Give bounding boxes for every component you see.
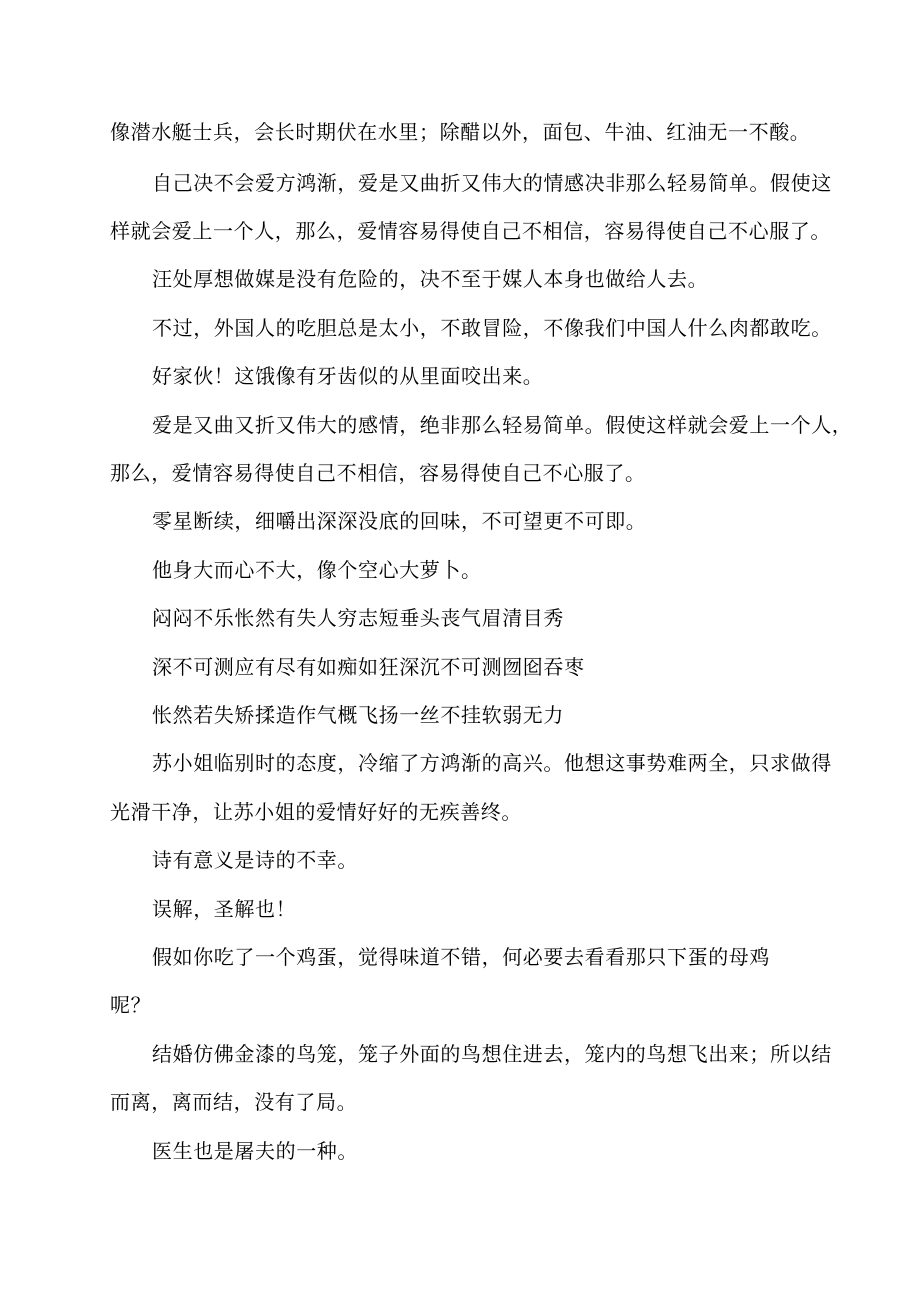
paragraph-line: 像潜水艇士兵，会长时期伏在水里；除醋以外，面包、牛油、红油无一不酸。 <box>110 120 811 144</box>
paragraph-line: 误解，圣解也！ <box>152 897 297 921</box>
paragraph-line: 诗有意义是诗的不幸。 <box>152 848 358 872</box>
paragraph-line: 医生也是屠夫的一种。 <box>152 1139 358 1163</box>
paragraph-line: 样就会爱上一个人，那么，爱情容易得使自己不相信，容易得使自己不心服了。 <box>110 219 831 243</box>
paragraph-line: 深不可测应有尽有如痴如狂深沉不可测囫囵吞枣 <box>152 655 585 679</box>
paragraph-line: 不过，外国人的吃胆总是太小，不敢冒险，不像我们中国人什么肉都敢吃。 <box>152 316 832 340</box>
paragraph-line: 结婚仿佛金漆的鸟笼，笼子外面的鸟想住进去，笼内的鸟想飞出来；所以结 <box>152 1042 832 1066</box>
paragraph-line: 那么，爱情容易得使自己不相信，容易得使自己不心服了。 <box>110 461 646 485</box>
paragraph-line: 汪处厚想做媒是没有危险的，决不至于媒人本身也做给人去。 <box>152 267 709 291</box>
paragraph-line: 自己决不会爱方鸿渐，爱是又曲折又伟大的情感决非那么轻易简单。假使这 <box>152 171 832 195</box>
paragraph-line: 好家伙！这饿像有牙齿似的从里面咬出来。 <box>152 364 544 388</box>
paragraph-line: 零星断续，细嚼出深深没底的回味，不可望更不可即。 <box>152 509 647 533</box>
paragraph-line: 假如你吃了一个鸡蛋，觉得味道不错，何必要去看看那只下蛋的母鸡 <box>152 945 770 969</box>
paragraph-line: 而离，离而结，没有了局。 <box>110 1090 358 1114</box>
paragraph-line: 呢？ <box>110 993 152 1017</box>
paragraph-line: 苏小姐临别时的态度，冷缩了方鸿渐的高兴。他想这事势难两全，只求做得 <box>152 751 832 775</box>
paragraph-line: 爱是又曲又折又伟大的感情，绝非那么轻易简单。假使这样就会爱上一个人， <box>152 413 853 437</box>
paragraph-line: 怅然若失矫揉造作气概飞扬一丝不挂软弱无力 <box>152 703 564 727</box>
paragraph-line: 闷闷不乐怅然有失人穷志短垂头丧气眉清目秀 <box>152 606 564 630</box>
paragraph-line: 光滑干净，让苏小姐的爱情好好的无疾善终。 <box>110 800 522 824</box>
paragraph-line: 他身大而心不大，像个空心大萝卜。 <box>152 558 482 582</box>
